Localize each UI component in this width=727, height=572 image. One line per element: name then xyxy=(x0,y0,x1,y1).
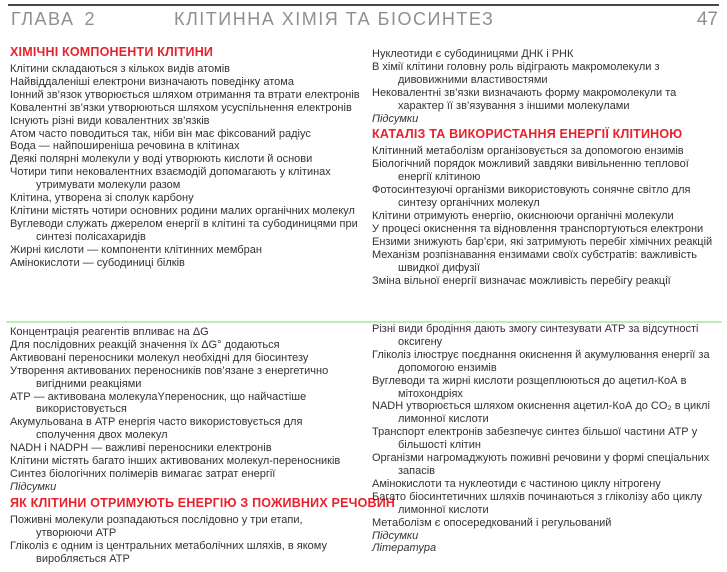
toc-item: Атом часто поводиться так, ніби він має фіксований радіус xyxy=(10,127,311,140)
toc-item: Гліколіз ілюструє поєднання окиснення й акумулювання енергії за допомогою ензимів xyxy=(372,348,710,374)
toc-item: Ензими знижують бар’єри, які затримують перебіг хімічних реакцій xyxy=(372,235,713,248)
toc-item: Амінокислоти — субодиниці білків xyxy=(10,256,185,269)
toc-item: NADH і NADPH — важливі переносники електронів xyxy=(10,442,272,455)
section-heading: КАТАЛІЗ ТА ВИКОРИСТАННЯ ЕНЕРГІЇ КЛІТИНОЮ xyxy=(372,127,683,142)
toc-item: Транспорт електронів забезпечує синтез більшої частини АТР у більшості клітин xyxy=(372,426,698,452)
toc-item: Клітини складаються з кількох видів атомів xyxy=(10,63,231,75)
toc-item: Жирні кислоти — компоненти клітинних мембран xyxy=(10,243,262,256)
toc-item-summary: Література xyxy=(372,542,437,555)
toc-block-right-top xyxy=(372,48,724,287)
chapter-number: 2 xyxy=(84,9,96,29)
toc-item: Зміна вільної енергії визначає можливість перебігу реакції xyxy=(372,274,671,287)
section-heading: ЯК КЛІТИНИ ОТРИМУЮТЬ ЕНЕРГІЮ З ПОЖИВНИХ РЕЧОВИН xyxy=(10,495,396,510)
header-rule xyxy=(8,4,719,6)
toc-item: Різні види бродіння дають змогу синтезувати АТР за відсутності оксигену xyxy=(372,323,699,348)
toc-item: У процесі окиснення та відновлення транспортуються електрони xyxy=(372,222,704,235)
chapter-word: ГЛАВА xyxy=(11,9,75,29)
toc-item: NADH утворюється шляхом окиснення ацетил-КоА до CO₂ в циклі лимонної кислоти xyxy=(372,400,710,426)
toc-item: Чотири типи нековалентних взаємодій допомагають у клітинах утримувати молекули разом xyxy=(10,166,331,192)
toc-block-left-bottom xyxy=(10,326,396,565)
toc-item: Клітинний метаболізм організовується за допомогою ензимів xyxy=(372,145,684,158)
toc-item: Клітини отримують енергію, окиснюючи органічні молекули xyxy=(372,209,674,222)
toc-item: Організми нагромаджують поживні речовини у формі спеціальних запасів xyxy=(372,452,710,477)
toc-item: Іонний зв’язок утворюється шляхом отримання та втрати електронів xyxy=(10,88,360,101)
toc-item: Вода — найпоширеніша речовина в клітинах xyxy=(10,140,240,153)
toc-block-right-bottom xyxy=(372,323,726,555)
toc-item: Вуглеводи служать джерелом енергії в клітині та субодиницями при синтезі полісахаридів xyxy=(10,217,358,243)
toc-item: Акумульована в АТР енергія часто використовується для сполучення двох молекул xyxy=(10,416,303,442)
toc-item: Фотосинтезуючі організми використовують сонячне світло для синтезу органічних молекул xyxy=(372,184,691,210)
toc-item: Ковалентні зв’язки утворюються шляхом усуспільнення електронів xyxy=(10,101,352,114)
toc-item: Утворення активованих переносників пов’язане з енергетично вигідними реакціями xyxy=(10,364,329,390)
toc-item: Вуглеводи та жирні кислоти розщеплюються до ацетил-КоА в мітохондріях xyxy=(372,374,687,400)
toc-item: В хімії клітини головну роль відіграють макромолекули з дивовижними властивостями xyxy=(372,60,660,86)
toc-item: Синтез біологічних полімерів вимагає затрат енергії xyxy=(10,467,276,480)
toc-item: Біологічний порядок можливий завдяки вивільненню теплової енергії клітиною xyxy=(372,158,689,184)
page-number: 47 xyxy=(696,9,718,30)
toc-block-left-top xyxy=(10,45,360,270)
toc-item: Амінокислоти та нуклеотиди є частиною циклу нітрогену xyxy=(372,477,661,490)
toc-item: Механізм розпізнавання ензимами своїх субстратів: важливість швидкої дифузії xyxy=(372,248,697,274)
toc-item: Нековалентні зв’язки визначають форму макромолекули та характер її зв’язування з іншими молекулами xyxy=(372,86,677,112)
toc-item: Поживні молекули розпадаються послідовно у три етапи, утворюючи АТР xyxy=(10,513,303,539)
toc-item: Для послідовних реакцій значення їх ΔG° додаються xyxy=(10,338,280,351)
toc-item: Клітина, утворена зі сполук карбону xyxy=(10,192,194,205)
toc-item: Клітини містять чотири основних родини малих органічних молекул xyxy=(10,204,355,217)
toc-item: Існують різні види ковалентних зв’язків xyxy=(10,114,210,127)
toc-item: Клітини містять багато інших активованих молекул-переносників xyxy=(10,455,341,468)
toc-item: Багато біосинтетичних шляхів починаються з гліколізу або циклу лимонної кислоти xyxy=(372,490,703,516)
chapter-label xyxy=(11,9,96,30)
page-title: КЛІТИННА ХІМІЯ ТА БІОСИНТЕЗ xyxy=(174,9,495,29)
toc-item: Гліколіз є одним із центральних метаболічних шляхів, в якому виробляється АТР xyxy=(10,539,327,565)
toc-item: Найвіддаленіші електрони визначають поведінку атома xyxy=(10,75,294,88)
toc-item: Концентрація реагентів впливає на ΔG xyxy=(10,326,209,338)
toc-item-summary: Підсумки xyxy=(372,112,419,125)
toc-item-summary: Підсумки xyxy=(10,480,57,493)
section-heading: ХІМІЧНІ КОМПОНЕНТИ КЛІТИНИ xyxy=(10,45,214,59)
toc-item: Метаболізм є опосередкований і регульований xyxy=(372,516,612,529)
toc-item: Деякі полярні молекули у воді утворюють кислоти й основи xyxy=(10,153,313,166)
toc-item: Нуклеотиди є субодиницями ДНК і РНК xyxy=(372,48,574,60)
toc-item: Активовані переносники молекул необхідні для біосинтезу xyxy=(10,351,309,364)
toc-item-summary: Підсумки xyxy=(372,529,419,542)
toc-item: АТР — активована молекулаYпереносник, що найчастіше використовується xyxy=(10,390,307,416)
